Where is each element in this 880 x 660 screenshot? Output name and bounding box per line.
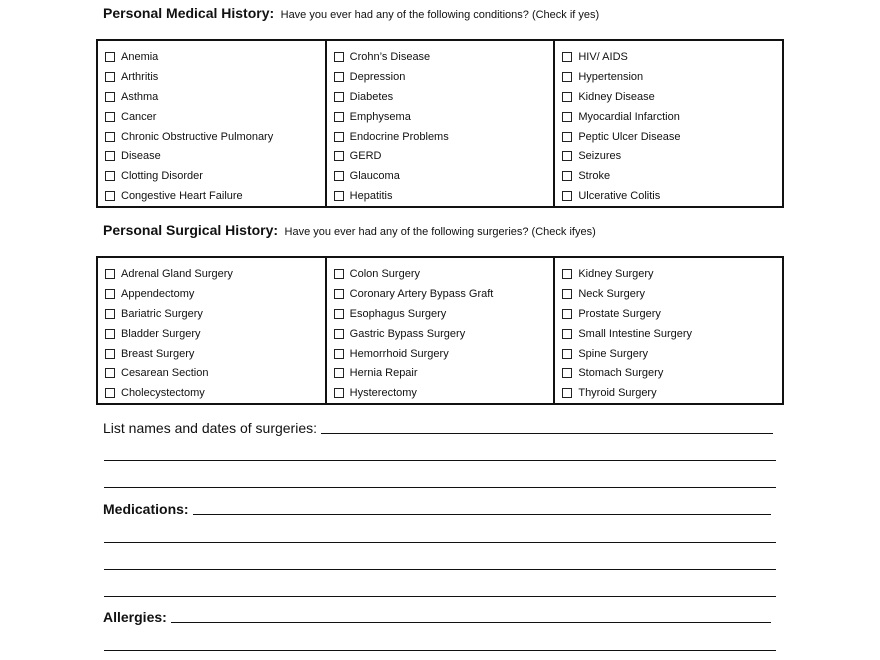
- checkbox-label: Appendectomy: [121, 287, 195, 300]
- medical-column-3: [553, 41, 782, 206]
- checkbox-item[interactable]: [562, 47, 782, 67]
- checkbox-label: Hepatitis: [349, 190, 393, 203]
- checkbox-item[interactable]: [562, 186, 782, 206]
- checkbox-icon[interactable]: [105, 309, 115, 319]
- checkbox-label: Chronic Obstructive Pulmonary: [121, 130, 274, 143]
- checkbox-label: Arthritis: [121, 70, 159, 83]
- checkbox-item[interactable]: [105, 146, 325, 166]
- checkbox-item[interactable]: [562, 87, 782, 107]
- checkbox-item[interactable]: [562, 284, 782, 304]
- checkbox-icon[interactable]: [562, 309, 572, 319]
- checkbox-item[interactable]: [105, 166, 325, 186]
- checkbox-icon[interactable]: [562, 329, 572, 339]
- checkbox-item[interactable]: [334, 87, 554, 107]
- checkbox-item[interactable]: [562, 166, 782, 186]
- surgeries-list-label: List names and dates of surgeries:: [103, 420, 318, 436]
- checkbox-label: Anemia: [121, 50, 159, 63]
- medical-history-heading: [103, 5, 599, 23]
- checkbox-label: Peptic Ulcer Disease: [578, 130, 681, 143]
- checkbox-item[interactable]: [562, 127, 782, 147]
- checkbox-label: Thyroid Surgery: [578, 387, 657, 400]
- checkbox-label: Kidney Disease: [578, 90, 655, 103]
- checkbox-icon[interactable]: [334, 329, 344, 339]
- checkbox-label: Neck Surgery: [578, 287, 645, 300]
- checkbox-label: Clotting Disorder: [121, 170, 203, 183]
- medical-conditions-grid: [96, 39, 784, 208]
- checkbox-item[interactable]: [105, 186, 325, 206]
- checkbox-item[interactable]: [334, 127, 554, 147]
- checkbox-item[interactable]: [334, 324, 554, 344]
- checkbox-label: Disease: [121, 150, 161, 163]
- checkbox-icon[interactable]: [105, 368, 115, 378]
- checkbox-label: Cesarean Section: [121, 367, 209, 380]
- allergies-blank-line-1[interactable]: [104, 650, 776, 651]
- checkbox-item[interactable]: [105, 264, 325, 284]
- checkbox-item[interactable]: [105, 383, 325, 403]
- allergies-field: [103, 609, 771, 625]
- checkbox-label: Breast Surgery: [121, 347, 195, 360]
- checkbox-icon[interactable]: [334, 92, 344, 102]
- checkbox-item[interactable]: [105, 127, 325, 147]
- checkbox-label: HIV/ AIDS: [578, 50, 628, 63]
- checkbox-icon[interactable]: [105, 269, 115, 279]
- surgeries-blank-line-2[interactable]: [104, 487, 776, 488]
- checkbox-icon[interactable]: [562, 388, 572, 398]
- checkbox-icon[interactable]: [562, 151, 572, 161]
- checkbox-label: Emphysema: [349, 110, 411, 123]
- checkbox-label: Diabetes: [349, 90, 394, 103]
- checkbox-item[interactable]: [105, 304, 325, 324]
- checkbox-item[interactable]: [334, 304, 554, 324]
- surgeries-grid: [96, 256, 784, 405]
- checkbox-item[interactable]: [334, 284, 554, 304]
- checkbox-icon[interactable]: [105, 92, 115, 102]
- surgeries-blank-line-1[interactable]: [104, 460, 776, 461]
- checkbox-label: Hernia Repair: [349, 367, 418, 380]
- checkbox-icon[interactable]: [562, 171, 572, 181]
- checkbox-icon[interactable]: [562, 72, 572, 82]
- checkbox-label: Coronary Artery Bypass Graft: [349, 287, 494, 300]
- medical-column-2: [325, 41, 554, 206]
- checkbox-item[interactable]: [105, 67, 325, 87]
- checkbox-item[interactable]: [562, 344, 782, 364]
- checkbox-item[interactable]: [105, 324, 325, 344]
- checkbox-label: Congestive Heart Failure: [121, 190, 243, 203]
- checkbox-icon[interactable]: [562, 269, 572, 279]
- checkbox-item[interactable]: [562, 67, 782, 87]
- checkbox-label: Asthma: [121, 90, 159, 103]
- surgical-history-title: Personal Surgical History:: [103, 222, 279, 238]
- checkbox-label: Stomach Surgery: [578, 367, 664, 380]
- checkbox-label: Seizures: [578, 150, 622, 163]
- checkbox-icon[interactable]: [105, 132, 115, 142]
- checkbox-item[interactable]: [562, 324, 782, 344]
- surgeries-list-field: [103, 420, 773, 436]
- checkbox-label: Small Intestine Surgery: [578, 327, 693, 340]
- checkbox-item[interactable]: [105, 344, 325, 364]
- medications-field: [103, 501, 771, 517]
- surgical-column-3: [553, 258, 782, 403]
- checkbox-label: Depression: [349, 70, 406, 83]
- allergies-label: Allergies:: [103, 609, 167, 625]
- checkbox-item[interactable]: [334, 363, 554, 383]
- checkbox-icon[interactable]: [105, 329, 115, 339]
- medications-blank-line-3[interactable]: [104, 596, 776, 597]
- checkbox-icon[interactable]: [105, 289, 115, 299]
- checkbox-icon[interactable]: [334, 171, 344, 181]
- surgical-column-2: [325, 258, 554, 403]
- checkbox-label: Stroke: [578, 170, 611, 183]
- checkbox-icon[interactable]: [562, 52, 572, 62]
- checkbox-icon[interactable]: [334, 132, 344, 142]
- surgeries-list-line[interactable]: [321, 433, 773, 434]
- checkbox-icon[interactable]: [334, 368, 344, 378]
- checkbox-item[interactable]: [334, 264, 554, 284]
- checkbox-label: Hemorrhoid Surgery: [349, 347, 449, 360]
- checkbox-icon[interactable]: [334, 349, 344, 359]
- checkbox-label: Myocardial Infarction: [578, 110, 680, 123]
- checkbox-item[interactable]: [334, 383, 554, 403]
- checkbox-icon[interactable]: [562, 92, 572, 102]
- checkbox-icon[interactable]: [105, 171, 115, 181]
- checkbox-item[interactable]: [562, 264, 782, 284]
- checkbox-item[interactable]: [334, 67, 554, 87]
- checkbox-item[interactable]: [105, 47, 325, 67]
- checkbox-icon[interactable]: [105, 349, 115, 359]
- checkbox-item[interactable]: [105, 284, 325, 304]
- checkbox-label: Colon Surgery: [349, 267, 420, 280]
- medications-label: Medications:: [103, 501, 189, 517]
- checkbox-label: Ulcerative Colitis: [578, 190, 661, 203]
- checkbox-icon[interactable]: [334, 72, 344, 82]
- checkbox-label: Crohn’s Disease: [349, 50, 431, 63]
- checkbox-icon[interactable]: [334, 191, 344, 201]
- checkbox-item[interactable]: [562, 146, 782, 166]
- checkbox-item[interactable]: [334, 107, 554, 127]
- checkbox-icon[interactable]: [334, 112, 344, 122]
- checkbox-label: GERD: [349, 150, 382, 163]
- surgical-history-subtitle: Have you ever had any of the following surgeries? (Check ifyes): [284, 226, 596, 238]
- checkbox-item[interactable]: [105, 363, 325, 383]
- checkbox-label: Esophagus Surgery: [349, 307, 447, 320]
- medications-line[interactable]: [193, 514, 771, 515]
- checkbox-icon[interactable]: [105, 112, 115, 122]
- checkbox-item[interactable]: [334, 186, 554, 206]
- medical-history-subtitle: Have you ever had any of the following conditions? (Check if yes): [280, 9, 600, 21]
- checkbox-item[interactable]: [562, 107, 782, 127]
- checkbox-icon[interactable]: [562, 191, 572, 201]
- checkbox-item[interactable]: [562, 363, 782, 383]
- checkbox-label: Hypertension: [578, 70, 644, 83]
- checkbox-label: Gastric Bypass Surgery: [349, 327, 466, 340]
- checkbox-item[interactable]: [105, 87, 325, 107]
- checkbox-label: Glaucoma: [349, 170, 400, 183]
- checkbox-item[interactable]: [562, 383, 782, 403]
- checkbox-item[interactable]: [334, 166, 554, 186]
- checkbox-label: Hysterectomy: [349, 387, 417, 400]
- checkbox-icon[interactable]: [105, 151, 115, 161]
- checkbox-icon[interactable]: [334, 151, 344, 161]
- checkbox-label: Cancer: [121, 110, 157, 123]
- allergies-line[interactable]: [171, 622, 771, 623]
- checkbox-label: Prostate Surgery: [578, 307, 661, 320]
- checkbox-label: Spine Surgery: [578, 347, 649, 360]
- checkbox-item[interactable]: [562, 304, 782, 324]
- checkbox-label: Cholecystectomy: [121, 387, 205, 400]
- medications-blank-line-2[interactable]: [104, 569, 776, 570]
- checkbox-icon[interactable]: [334, 388, 344, 398]
- checkbox-icon[interactable]: [562, 368, 572, 378]
- checkbox-label: Endocrine Problems: [349, 130, 449, 143]
- checkbox-item[interactable]: [105, 107, 325, 127]
- medical-history-title: Personal Medical History:: [103, 5, 275, 21]
- checkbox-label: Adrenal Gland Surgery: [121, 267, 233, 280]
- surgical-history-heading: [103, 222, 596, 240]
- medications-blank-line-1[interactable]: [104, 542, 776, 543]
- checkbox-icon[interactable]: [334, 52, 344, 62]
- checkbox-icon[interactable]: [334, 309, 344, 319]
- checkbox-item[interactable]: [334, 47, 554, 67]
- checkbox-icon[interactable]: [105, 52, 115, 62]
- checkbox-icon[interactable]: [334, 269, 344, 279]
- checkbox-icon[interactable]: [105, 191, 115, 201]
- checkbox-icon[interactable]: [562, 349, 572, 359]
- checkbox-icon[interactable]: [562, 289, 572, 299]
- checkbox-item[interactable]: [334, 146, 554, 166]
- checkbox-icon[interactable]: [562, 112, 572, 122]
- checkbox-label: Kidney Surgery: [578, 267, 654, 280]
- surgical-column-1: [98, 258, 325, 403]
- medical-column-1: [98, 41, 325, 206]
- checkbox-label: Bladder Surgery: [121, 327, 201, 340]
- checkbox-icon[interactable]: [334, 289, 344, 299]
- checkbox-item[interactable]: [334, 344, 554, 364]
- checkbox-icon[interactable]: [105, 388, 115, 398]
- checkbox-label: Bariatric Surgery: [121, 307, 203, 320]
- checkbox-icon[interactable]: [562, 132, 572, 142]
- checkbox-icon[interactable]: [105, 72, 115, 82]
